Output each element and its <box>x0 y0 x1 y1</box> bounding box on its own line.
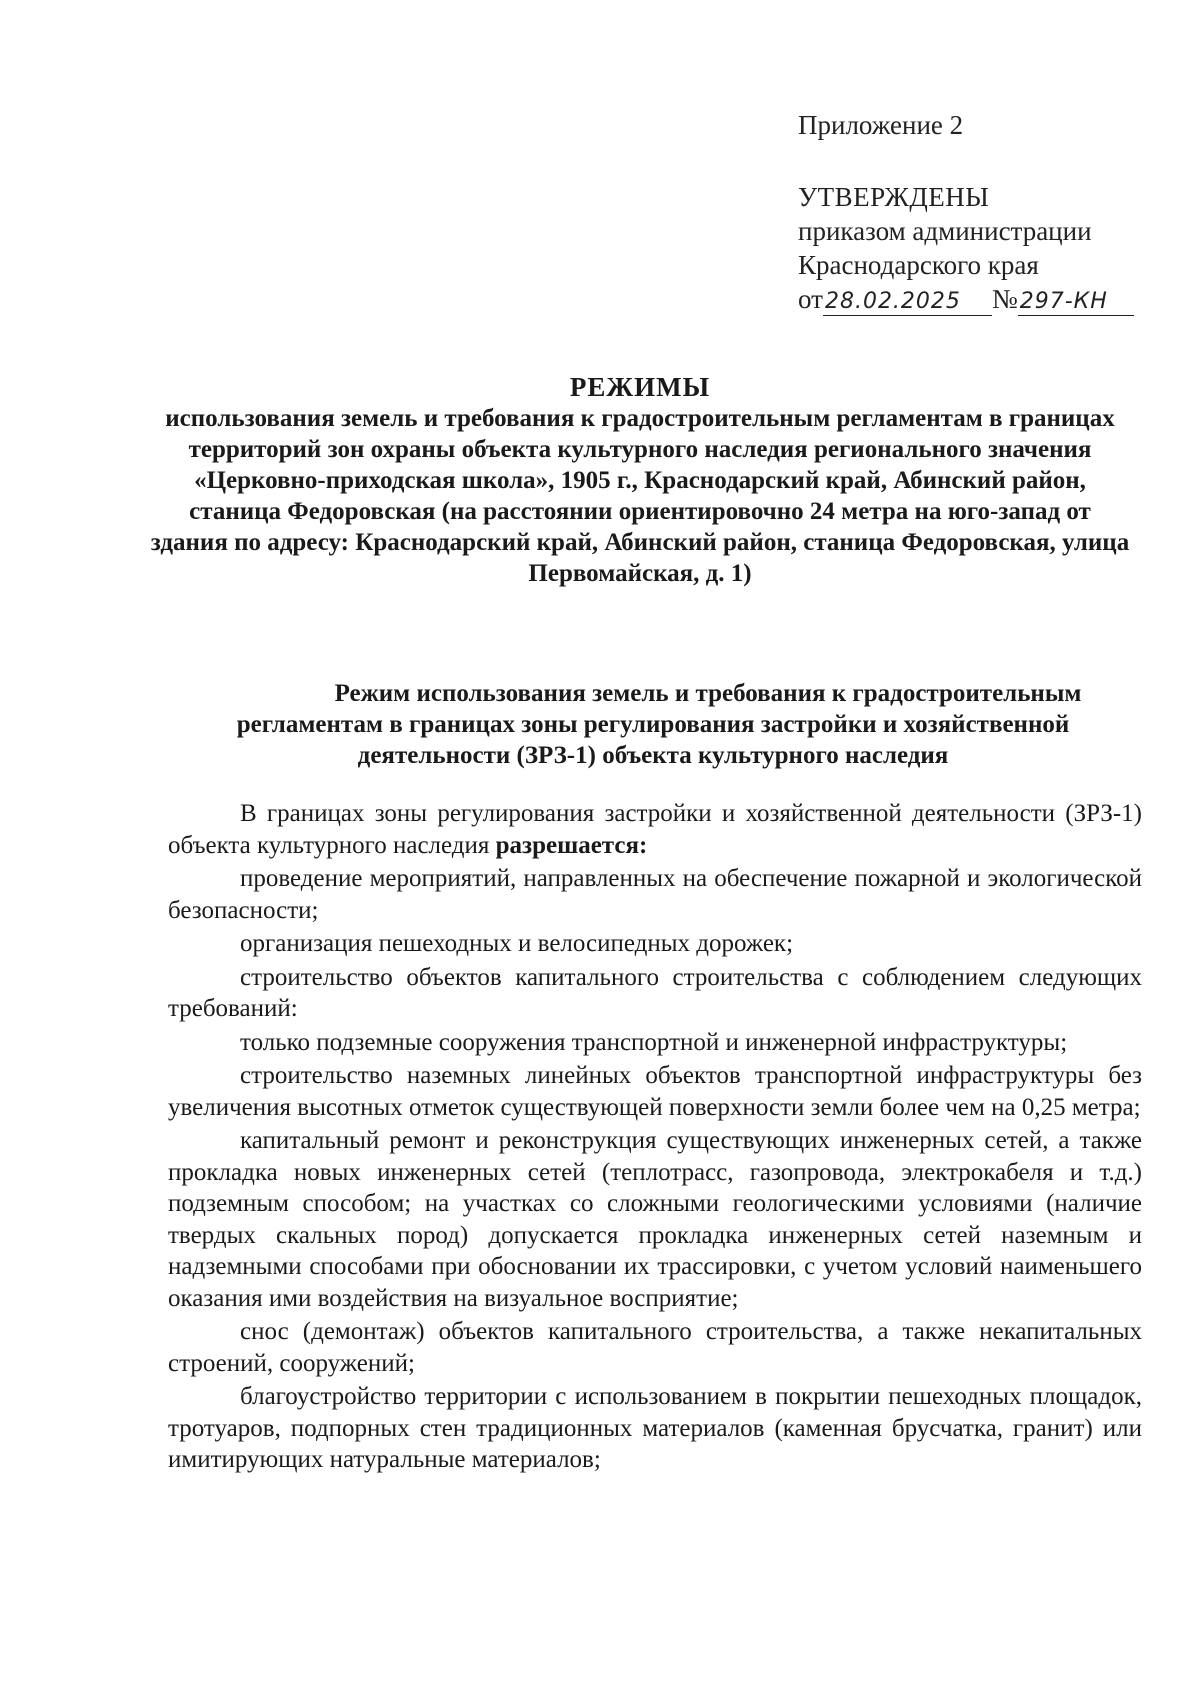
document-title: РЕЖИМЫ <box>569 372 711 402</box>
list-item: капитальный ремонт и реконструкция существующих инженерных сетей, а также прокладка новых инженерных сетей (теплотрасс, газопровода, электрокабеля и т.д.) подземным способом; на участках со сложными геологическими условиями (наличие твердых скальных пород) допускается прокладка инженерных сетей наземным и надземными способами при обосновании их трассировки, с учетом условий наименьшего оказания ими воздействия на визуальное восприятие; <box>168 1127 1142 1312</box>
order-line <box>798 282 1158 316</box>
number-sign: № <box>991 284 1018 314</box>
section-heading: Режим использования земель и требования к градостроительным регламентам в границах зоны регулирования застройки и хозяйственной деятельности (ЗРЗ-1) объекта культурного наследия <box>236 680 1082 769</box>
list-item: только подземные сооружения транспортной и инженерной инфраструктуры; <box>240 1028 1068 1056</box>
handwritten-date: 28.02.2025 <box>823 289 992 316</box>
list-item: проведение мероприятий, направленных на обеспечение пожарной и экологической безопасности; <box>168 865 1142 924</box>
handwritten-number: 297-КН <box>1018 289 1134 316</box>
list-item: организация пешеходных и велосипедных дорожек; <box>240 930 794 957</box>
approved-label: УТВЕРЖДЕНЫ <box>798 182 990 212</box>
list-item: снос (демонтаж) объектов капитального строительства, а также некапитальных строений, сооружений; <box>168 1318 1142 1377</box>
approved-by-order: приказом администрации <box>798 216 1092 246</box>
body-text <box>168 798 1142 1478</box>
intro-paragraph <box>168 798 1142 861</box>
intro-bold: разрешается: <box>495 831 648 859</box>
document-subtitle: использования земель и требования к градостроительным регламентам в границах территорий зон охраны объекта культурного наследия регионального значения «Церковно-приходская школа», 1905 г., Краснодарский край, Абинский район, станица Федоровская (на расстоянии ориентировочно 24 метра на юго-запад от здания по адресу: Краснодарский край, Абинский район, станица Федоровская, улица Первомайская, д. 1) <box>150 405 1130 587</box>
approval-block <box>798 108 1158 316</box>
intro-text: В границах зоны регулирования застройки и хозяйственной деятельности (ЗРЗ-1) объекта культурного наследия <box>168 800 1142 859</box>
date-prefix: от <box>798 284 823 314</box>
attachment-label: Приложение 2 <box>798 110 964 140</box>
approved-region: Краснодарского края <box>798 250 1039 280</box>
title-block <box>150 372 1130 589</box>
list-item: благоустройство территории с использованием в покрытии пешеходных площадок, тротуаров, подпорных стен традиционных материалов (каменная брусчатка, гранит) или имитирующих натуральные материалов; <box>168 1383 1142 1473</box>
list-item: строительство наземных линейных объектов транспортной инфраструктуры без увеличения высотных отметок существующей поверхности земли более чем на 0,25 метра; <box>168 1062 1142 1121</box>
list-item: строительство объектов капитального строительства с соблюдением следующих требований: <box>168 963 1142 1022</box>
